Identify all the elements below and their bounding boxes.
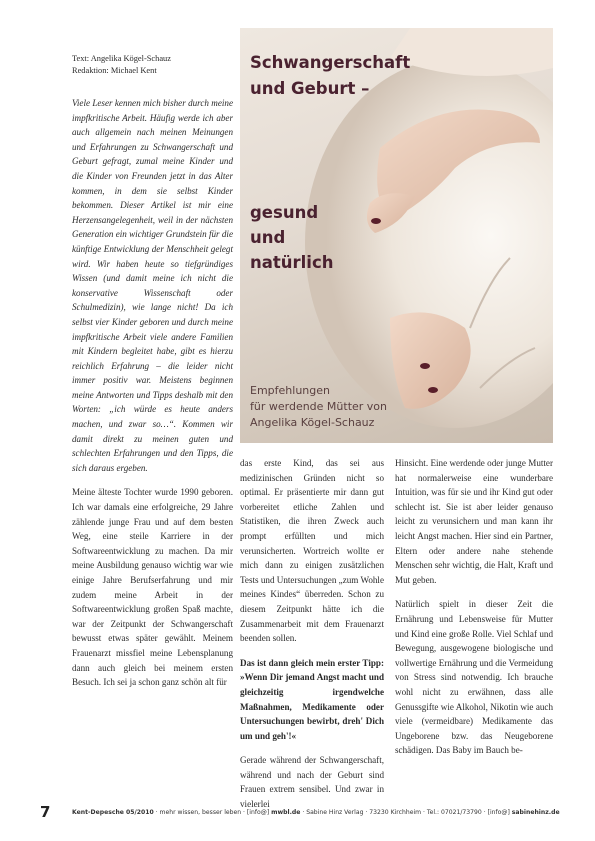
body-paragraph-4: Hinsicht. Eine werdende oder junge Mutter hat normalerweise eine wunderbare Intuition, was für sie und ihr Kind gut oder schlecht ist. Sie ist aber leider genauso leicht zu verunsichern und man kann ihr leicht Angst machen. Hier sind ein Partner, Eltern oder andere nahe stehende Menschen sehr wichtig, die Halt, Kraft und Mut geben.	[395, 458, 553, 585]
column-3	[395, 456, 553, 768]
body-paragraph-1: Meine älteste Tochter wurde 1990 geboren. Ich war damals eine erfolgreiche, 29 Jahre zählende junge Frau und auf dem besten Weg, eine steile Karriere in der Softwareentwicklung zu machen. Da mir meine Ausbildung genauso wichtig war wie einige Jahre Berufserfahrung und mir zudem meine Arbeit in der Softwareentwicklung großen Spaß machte, war der Zeitpunkt der Schwangerschaft bewusst etwas später gewählt. Meinem Frauenarzt missfiel meine Lebensplanung dann auch gleich bei meinem ersten Besuch. Ich sei ja schon ganz schön alt für	[72, 487, 233, 688]
editor-credit: Redaktion: Michael Kent	[72, 66, 157, 75]
hero-recommendation: Empfehlungen für werdende Mütter von Angelika Kögel-Schauz	[250, 384, 388, 429]
author-credit: Text: Angelika Kögel-Schauz	[72, 54, 171, 63]
hero-subtitle: gesund und natürlich	[250, 203, 334, 272]
hero-image	[240, 28, 553, 443]
hero-title: Schwangerschaft und Geburt –	[250, 53, 411, 98]
column-1	[72, 96, 233, 700]
body-paragraph-5: Natürlich spielt in dieser Zeit die Ernährung und Lebensweise für Mutter und Kind eine große Rolle. Viel Schlaf und Bewegung, ausgewogene biologische und vollwertige Ernährung und die Vermeidung von Stress sind notwendig. Ich brauche wohl nicht zu erwähnen, dass alle Genussgifte wie Alkohol, Nikotin wie auch viele (vermeidbare) Medikamente das Ungeborene bzw. das Neugeborene schädigen. Das Baby im Bauch be-	[395, 599, 553, 756]
footer-link-sabinehinz[interactable]: sabinehinz.de	[511, 809, 560, 816]
footer-text: Kent-Depesche 05/2010 · mehr wissen, besser leben · [info@] mwbl.de · Sabine Hinz Verlag · 73230 Kirchheim · Tel.: 07021/73790 · [info@] sabinehinz.de	[72, 809, 560, 816]
body-paragraph-3: Gerade während der Schwangerschaft, während und nach der Geburt sind Frauen extrem sensibel. Und zwar in vielerlei	[240, 755, 384, 810]
body-paragraph-2: das erste Kind, das sei aus medizinischen Gründen nicht so optimal. Er präsentierte mir dann gut vorbereitet etliche Zahlen und Statistiken, die ihren Zweck auch prompt erfüllten und mich verunsicherten. Wortreich wollte er mich dann zu einigen zusätzlichen Tests und Untersuchungen „zum Wohle meines Kindes“ überreden. Schon zu diesem Zeitpunkt hätte ich die Zusammenarbeit mit dem Frauenarzt beenden sollen.	[240, 458, 384, 644]
intro-paragraph: Viele Leser kennen mich bisher durch meine impfkritische Arbeit. Häufig werde ich aber auch allgemein nach meinen Meinungen und Erfahrungen zu Schwangerschaft und Geburt gefragt, zumal meine Kinder und die Kinder von Freunden jetzt in das Alter kommen, in dem sie selbst Kinder bekommen. Dieser Artikel ist mir eine Herzensangelegenheit, weil in der nächsten Generation ein wichtiger Grundstein für die künftige Entwicklung der Menschheit gelegt wird. Wir haben heute so tiefgründiges Wissen (und damit meine ich nicht die konservative Wissenschaft oder Schulmedizin), wie lange nicht! Da ich selbst vier Kinder geboren und durch meine impfkritische Arbeit viele andere Familien mit Kindern begleitet habe, gibt es hierzu reichlich Erfahrung – die leider nicht immer positiv war. Meistens beginnen meine Antworten und Tipps deshalb mit den Worten: „ich würde es heute anders machen, und zwar so…“. Kommen wir damit direkt zu meinen guten und schlechten Erfahrungen und den Tipps, die sich daraus ergeben.	[72, 98, 233, 473]
article-credits	[72, 53, 232, 77]
footer-link-mwbl[interactable]: mwbl.de	[271, 809, 301, 816]
column-2	[240, 456, 384, 822]
page-number: 7	[40, 803, 51, 821]
tip-paragraph: Das ist dann gleich mein erster Tipp: »Wenn Dir jemand Angst macht und gleichzeitig irgendwelche Maßnahmen, Medikamente oder Untersuchungen bewirbt, dreh' Dich um und geh'!«	[240, 657, 384, 741]
page-footer	[0, 803, 595, 823]
